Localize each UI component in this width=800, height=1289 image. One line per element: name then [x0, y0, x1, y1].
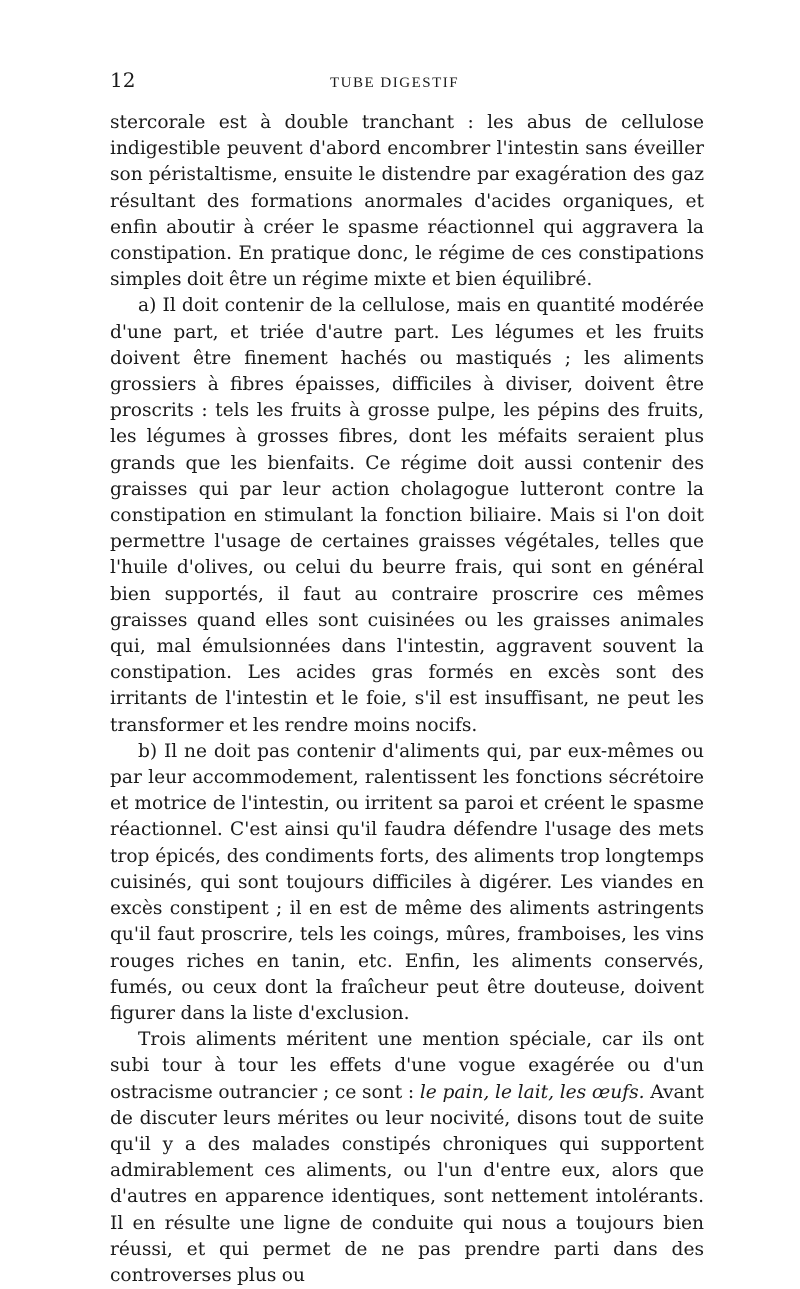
running-head: [110, 68, 704, 104]
emphasis-foods: le pain, le lait, les œufs.: [419, 1081, 645, 1103]
page-number: 12: [110, 68, 136, 92]
paragraph-rule-a: a) Il doit contenir de la cellulose, mais en quantité modérée d'une part, et triée d'autre part. Les légumes et les fruits doivent être finement hachés ou mastiqués ; les aliments grossiers à fibres épaisses, difficiles à diviser, doivent être proscrits : tels les fruits à grosse pulpe, les pépins des fruits, les légumes à grosses fibres, dont les méfaits seraient plus grands que les bienfaits. Ce régime doit aussi contenir des graisses qui par leur action cholagogue lutteront contre la constipation en stimulant la fonction biliaire. Mais si l'on doit permettre l'usage de certaines graisses végétales, telles que l'huile d'olives, ou celui du beurre frais, qui sont en général bien supportés, il faut au contraire proscrire ces mêmes graisses quand elles sont cuisinées ou les graisses animales qui, mal émulsionnées dans l'intestin, aggravent souvent la constipation. Les acides gras formés en excès sont des irritants de l'intestin et le foie, s'il est insuffisant, ne peut les transformer et les rendre moins nocifs.: [110, 295, 704, 736]
paragraph-cellulose-intro: stercorale est à double tranchant : les abus de cellulose indigestible peuvent d'abord encombrer l'intestin sans éveiller son péristaltisme, ensuite le distendre par exagération des gaz résultant des formations anormales d'acides organiques, et enfin aboutir à créer le spasme réactionnel qui aggravera la constipation. En pratique donc, le régime de ces constipations simples doit être un régime mixte et bien équilibré.: [110, 112, 704, 291]
paragraph-text-before: Trois aliments méritent une mention spéciale, car ils ont subi tour à tour les effets d'une vogue exagérée ou d'un ostracisme outrancier ; ce sont :: [110, 1029, 704, 1103]
paragraph-three-foods: [110, 1027, 704, 1289]
paragraph-rule-b: b) Il ne doit pas contenir d'aliments qui, par eux-mêmes ou par leur accommodement, ralentissent les fonctions sécrétoire et motrice de l'intestin, ou irritent sa paroi et créent le spasme réactionnel. C'est ainsi qu'il faudra défendre l'usage des mets trop épicés, des condiments forts, des aliments trop longtemps cuisinés, qui sont toujours difficiles à digérer. Les viandes en excès constipent ; il en est de même des aliments astringents qu'il faut proscrire, tels les coings, mûres, framboises, les vins rouges riches en tanin, etc. Enfin, les aliments conservés, fumés, ou ceux dont la fraîcheur peut être douteuse, doivent figurer dans la liste d'exclusion.: [110, 740, 704, 1024]
body-text: [110, 110, 704, 1289]
running-title: TUBE DIGESTIF: [330, 75, 460, 91]
paragraph-text-after: Avant de discuter leurs mérites ou leur nocivité, disons tout de suite qu'il y a des malades constipés chroniques qui supportent admirablement ces aliments, ou l'un d'entre eux, alors que d'autres en apparence identiques, sont nettement intolérants. Il en résulte une ligne de conduite qui nous a toujours bien réussi, et qui permet de ne pas prendre parti dans des controverses plus ou: [110, 1081, 704, 1286]
